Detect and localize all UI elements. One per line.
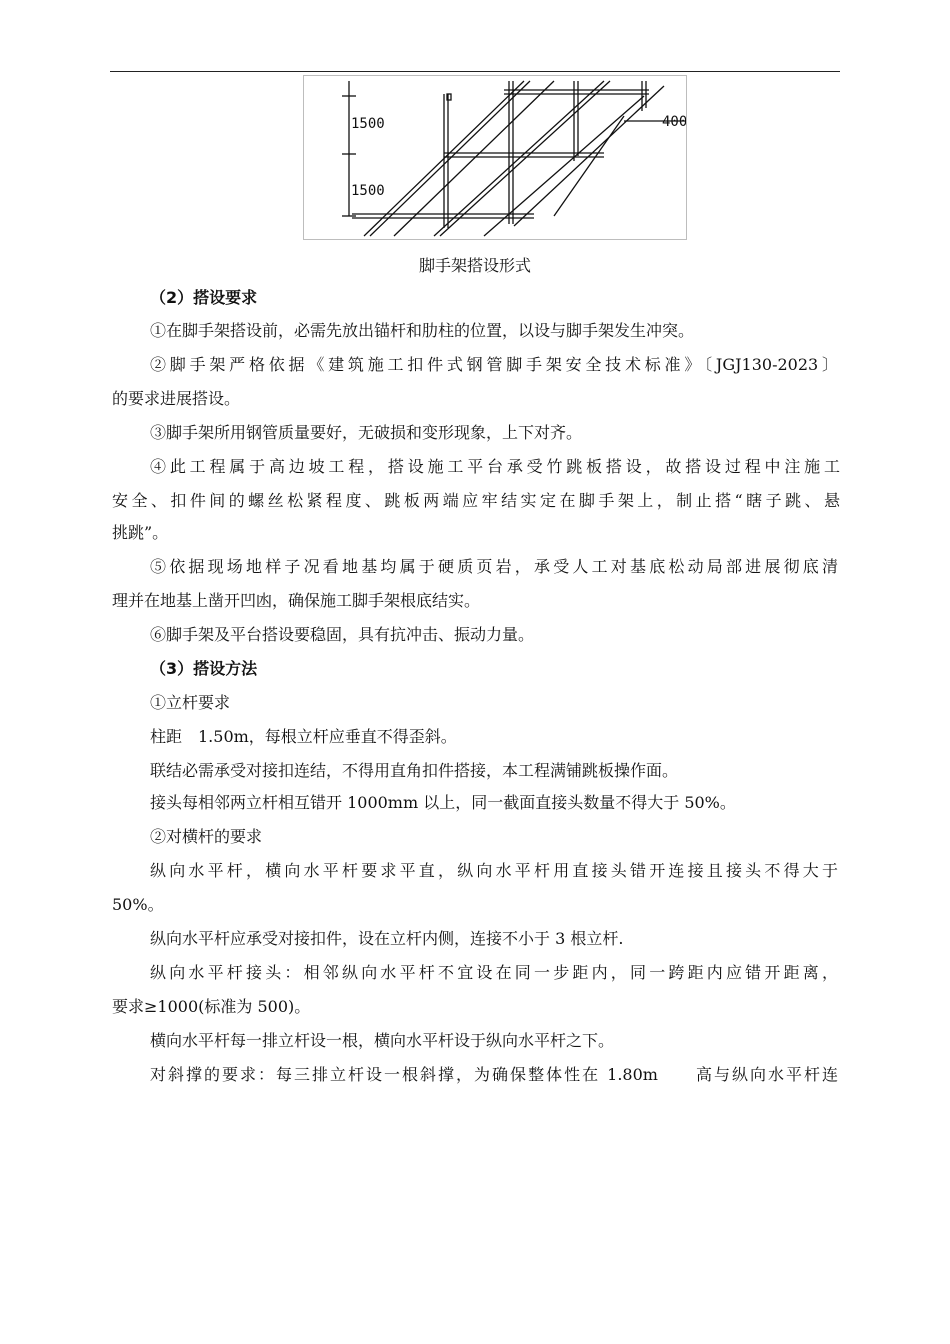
paragraph-line: ④此工程属于高边坡工程，搭设施工平台承受竹跳板搭设，故搭设过程中注施工 <box>150 457 840 476</box>
paragraph-line: ①立杆要求 <box>150 693 231 712</box>
clamp-mark <box>447 94 451 100</box>
header-rule <box>110 71 840 72</box>
paragraph-line: 挑跳”。 <box>112 523 169 542</box>
paragraph-line: 纵向水平杆接头：相邻纵向水平杆不宜设在同一步距内，同一跨距内应错开距离， <box>150 963 838 982</box>
brace <box>434 81 604 236</box>
paragraph-line: ②脚手架严格依据《建筑施工扣件式钢管脚手架安全技术标准》〔JGJ130-2023〕 <box>150 355 838 374</box>
paragraph-line: ①在脚手架搭设前，必需先放出锚杆和肋柱的位置，以设与脚手架发生冲突。 <box>150 321 695 340</box>
paragraph-line: ③脚手架所用钢管质量要好，无破损和变形现象，上下对齐。 <box>150 423 583 442</box>
paragraph-line: ⑤依据现场地样子况看地基均属于硬质页岩，承受人工对基底松动局部进展彻底清 <box>150 557 838 576</box>
section-heading-3: （3）搭设方法 <box>150 659 258 678</box>
dim-label-1500-bottom: 1500 <box>351 183 385 199</box>
paragraph-line: 柱距 1.50m，每根立杆应垂直不得歪斜。 <box>150 727 457 746</box>
scaffold-diagram <box>304 76 687 240</box>
paragraph-line: 联结必需承受对接扣连结，不得用直角扣件搭接，本工程满铺跳板操作面。 <box>150 761 679 780</box>
paragraph-line: 横向水平杆每一排立杆设一根，横向水平杆设于纵向水平杆之下。 <box>150 1031 615 1050</box>
brace <box>514 86 664 226</box>
figure-caption: 脚手架搭设形式 <box>418 256 531 275</box>
dim-label-1500-top: 1500 <box>351 116 385 132</box>
paragraph-line: 纵向水平杆应承受对接扣件，设在立杆内侧，连接不小于 3 根立杆. <box>150 929 624 948</box>
paragraph-line: 50%。 <box>112 895 164 914</box>
paragraph-line: 的要求进展搭设。 <box>112 389 241 408</box>
paragraph-line: 要求≥1000(标准为 500)。 <box>112 997 311 1016</box>
paragraph-line: 安全、扣件间的螺丝松紧程度、跳板两端应牢结实定在脚手架上，制止搭“瞎子跳、悬 <box>112 491 840 510</box>
paragraph-line: 接头每相邻两立杆相互错开 1000mm 以上，同一截面直接头数量不得大于 50%。 <box>150 793 736 812</box>
paragraph-line: 理并在地基上凿开凹凼，确保施工脚手架根底结实。 <box>112 591 481 610</box>
section-heading-2: （2）搭设要求 <box>150 288 258 307</box>
dim-label-400: 400 <box>662 114 688 130</box>
paragraph-line: ②对横杆的要求 <box>150 827 263 846</box>
scaffold-figure <box>303 75 687 240</box>
brace <box>394 81 554 236</box>
brace <box>440 81 610 236</box>
paragraph-line: 纵向水平杆，横向水平杆要求平直，纵向水平杆用直接头错开连接且接头不得大于 <box>150 861 838 880</box>
paragraph-line: 对斜撑的要求：每三排立杆设一根斜撑，为确保整体性在 1.80m 高与纵向水平杆连 <box>150 1065 838 1084</box>
paragraph-line: ⑥脚手架及平台搭设要稳固，具有抗冲击、振动力量。 <box>150 625 535 644</box>
brace <box>370 81 530 236</box>
